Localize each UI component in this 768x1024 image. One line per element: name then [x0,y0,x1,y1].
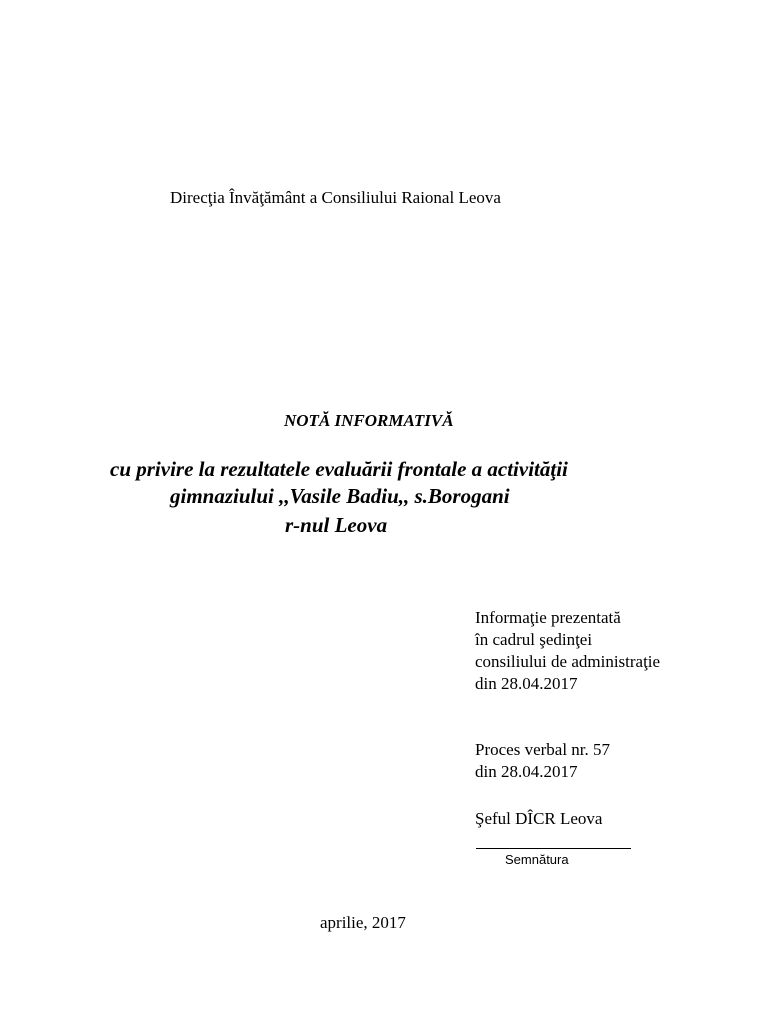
subtitle-line-3: r-nul Leova [285,513,388,537]
subtitle-line-1: cu privire la rezultatele evaluării frontale a activităţii [110,457,568,481]
presentation-info-block [475,607,660,695]
presentation-line-1: Informaţie prezentată [475,608,621,627]
minutes-line-1: Proces verbal nr. 57 [475,740,611,759]
presentation-line-2: în cadrul şedinţei [475,630,593,649]
presentation-line-4: din 28.04.2017 [475,674,578,693]
document-date: aprilie, 2017 [320,913,406,932]
institution-header: Direcţia Învăţământ a Consiliului Raional Leova [170,188,501,207]
presentation-line-3: consiliului de administraţie [475,652,661,671]
signature-line [476,848,631,849]
minutes-info-block [475,739,610,783]
subtitle-line-2: gimnaziului ,,Vasile Badiu,, s.Borogani [170,484,510,508]
minutes-line-2: din 28.04.2017 [475,762,578,781]
signature-caption: Semnătura [505,852,569,867]
document-title: NOTĂ INFORMATIVĂ [284,411,454,430]
head-of-department-label: Şeful DÎCR Leova [475,809,603,828]
